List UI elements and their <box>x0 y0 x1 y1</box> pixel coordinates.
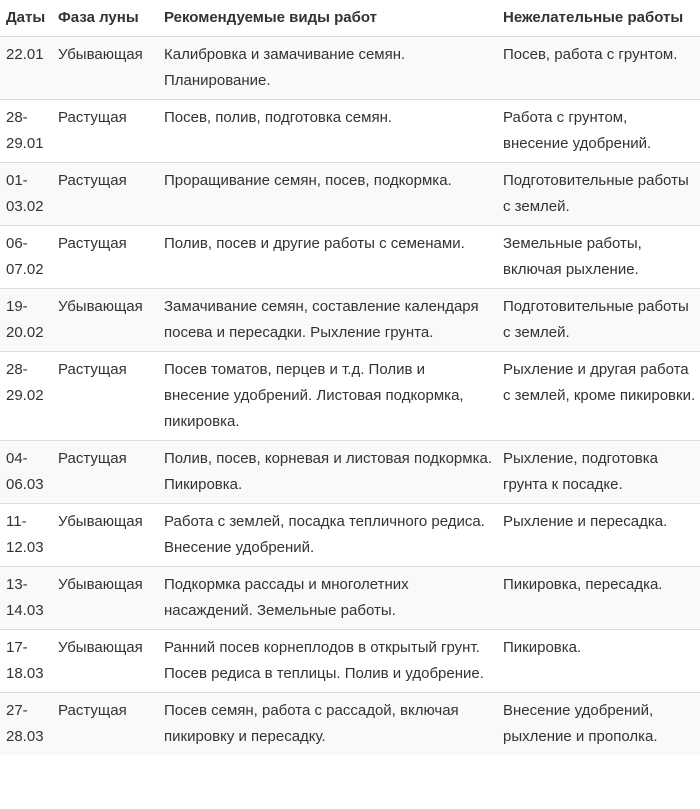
cell-undesirable: Рыхление и другая работа с землей, кроме пикировки. <box>497 352 700 441</box>
table-row <box>0 693 700 756</box>
table-row <box>0 226 700 289</box>
cell-recommended: Замачивание семян, составление календаря посева и пересадки. Рыхление грунта. <box>158 289 497 352</box>
cell-recommended: Калибровка и замачивание семян. Планирование. <box>158 37 497 100</box>
table-row <box>0 37 700 100</box>
cell-phase: Растущая <box>52 441 158 504</box>
cell-phase: Растущая <box>52 100 158 163</box>
header-moon-phase: Фаза луны <box>52 0 158 37</box>
cell-phase: Убывающая <box>52 504 158 567</box>
cell-recommended: Полив, посев, корневая и листовая подкормка. Пикировка. <box>158 441 497 504</box>
table-row <box>0 504 700 567</box>
cell-date: 28-29.01 <box>0 100 52 163</box>
table-row <box>0 441 700 504</box>
table-row <box>0 100 700 163</box>
cell-phase: Убывающая <box>52 37 158 100</box>
cell-phase: Убывающая <box>52 289 158 352</box>
cell-phase: Растущая <box>52 693 158 756</box>
cell-recommended: Посев томатов, перцев и т.д. Полив и внесение удобрений. Листовая подкормка, пикировка. <box>158 352 497 441</box>
header-recommended-works: Рекомендуемые виды работ <box>158 0 497 37</box>
table-row <box>0 163 700 226</box>
table-header <box>0 0 700 37</box>
cell-recommended: Ранний посев корнеплодов в открытый грунт. Посев редиса в теплицы. Полив и удобрение. <box>158 630 497 693</box>
cell-recommended: Полив, посев и другие работы с семенами. <box>158 226 497 289</box>
cell-phase: Убывающая <box>52 630 158 693</box>
cell-undesirable: Посев, работа с грунтом. <box>497 37 700 100</box>
cell-phase: Растущая <box>52 226 158 289</box>
table-row <box>0 630 700 693</box>
cell-recommended: Посев семян, работа с рассадой, включая пикировку и пересадку. <box>158 693 497 756</box>
cell-date: 13-14.03 <box>0 567 52 630</box>
cell-undesirable: Земельные работы, включая рыхление. <box>497 226 700 289</box>
cell-phase: Убывающая <box>52 567 158 630</box>
cell-undesirable: Пикировка, пересадка. <box>497 567 700 630</box>
cell-undesirable: Внесение удобрений, рыхление и прополка. <box>497 693 700 756</box>
cell-undesirable: Подготовительные работы с землей. <box>497 163 700 226</box>
cell-recommended: Посев, полив, подготовка семян. <box>158 100 497 163</box>
header-undesirable-works: Нежелательные работы <box>497 0 700 37</box>
header-row <box>0 0 700 37</box>
cell-date: 27-28.03 <box>0 693 52 756</box>
table-row <box>0 567 700 630</box>
cell-undesirable: Подготовительные работы с землей. <box>497 289 700 352</box>
cell-date: 04-06.03 <box>0 441 52 504</box>
cell-phase: Растущая <box>52 163 158 226</box>
cell-recommended: Подкормка рассады и многолетних насаждений. Земельные работы. <box>158 567 497 630</box>
cell-undesirable: Рыхление и пересадка. <box>497 504 700 567</box>
cell-undesirable: Пикировка. <box>497 630 700 693</box>
table-body <box>0 37 700 756</box>
cell-undesirable: Работа с грунтом, внесение удобрений. <box>497 100 700 163</box>
cell-recommended: Проращивание семян, посев, подкормка. <box>158 163 497 226</box>
cell-undesirable: Рыхление, подготовка грунта к посадке. <box>497 441 700 504</box>
cell-date: 11-12.03 <box>0 504 52 567</box>
table-row <box>0 352 700 441</box>
cell-recommended: Работа с землей, посадка тепличного редиса. Внесение удобрений. <box>158 504 497 567</box>
table-row <box>0 289 700 352</box>
cell-date: 17-18.03 <box>0 630 52 693</box>
cell-date: 28-29.02 <box>0 352 52 441</box>
header-dates: Даты <box>0 0 52 37</box>
cell-date: 01-03.02 <box>0 163 52 226</box>
cell-date: 19-20.02 <box>0 289 52 352</box>
cell-date: 06-07.02 <box>0 226 52 289</box>
cell-date: 22.01 <box>0 37 52 100</box>
cell-phase: Растущая <box>52 352 158 441</box>
